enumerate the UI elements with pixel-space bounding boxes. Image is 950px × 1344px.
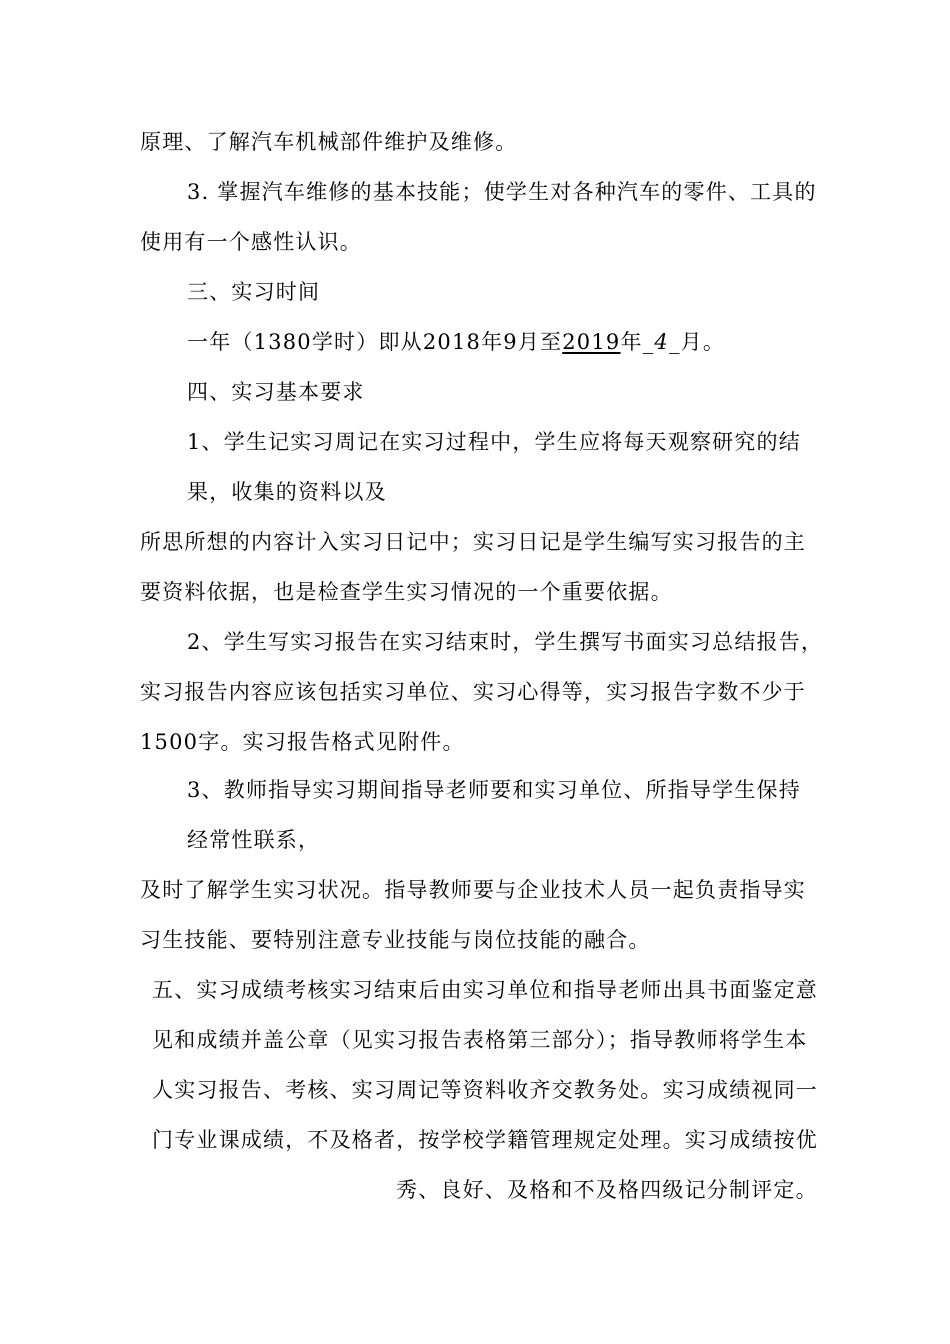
text-line: 3、教师指导实习期间指导老师要和实习单位、所指导学生保持 bbox=[187, 778, 801, 802]
section-heading: 三、实习时间 bbox=[187, 280, 321, 304]
section-heading: 四、实习基本要求 bbox=[187, 380, 365, 404]
text-line: 经常性联系， bbox=[187, 828, 321, 852]
text-line bbox=[187, 328, 725, 356]
text-line: 使用有一个感性认识。 bbox=[140, 230, 362, 254]
text-line: 要资料依据，也是检查学生实习情况的一个重要依据。 bbox=[140, 580, 673, 604]
text-line: 1、学生记实习周记在实习过程中，学生应将每天观察研究的结 bbox=[187, 430, 801, 454]
text-line: 所思所想的内容计入实习日记中；实习日记是学生编写实习报告的主 bbox=[140, 530, 806, 554]
text-line: 见和成绩并盖公章（见实习报告表格第三部分）；指导教师将学生本 bbox=[152, 1028, 808, 1052]
text-line: 习生技能、要特别注意专业技能与岗位技能的融合。 bbox=[140, 928, 651, 952]
text-line: 原理、了解汽车机械部件维护及维修。 bbox=[140, 130, 518, 154]
line-prefix: 一年（1380学时）即从2018年9月至 bbox=[187, 330, 563, 354]
text-line: 人实习报告、考核、实习周记等资料收齐交教务处。实习成绩视同一 bbox=[152, 1078, 818, 1102]
text-line: 及时了解学生实习状况。指导教师要与企业技术人员一起负责指导实 bbox=[140, 878, 806, 902]
line-mid: 年_ bbox=[620, 330, 655, 354]
text-line: 1500字。实习报告格式见附件。 bbox=[140, 730, 465, 754]
month-value: 4 bbox=[654, 330, 669, 354]
text-line: 秀、良好、及格和不及格四级记分制评定。 bbox=[396, 1178, 818, 1202]
underlined-year: 2019 bbox=[562, 330, 621, 354]
section-heading: 五、实习成绩考核实习结束后由实习单位和指导老师出具书面鉴定意 bbox=[152, 978, 818, 1002]
line-suffix: _月。 bbox=[668, 330, 726, 354]
text-line: 3. 掌握汽车维修的基本技能；使学生对各种汽车的零件、工具的 bbox=[187, 180, 817, 204]
text-line: 2、学生写实习报告在实习结束时，学生撰写书面实习总结报告， bbox=[187, 630, 824, 654]
text-line: 实习报告内容应该包括实习单位、实习心得等，实习报告字数不少于 bbox=[140, 680, 806, 704]
text-line: 门专业课成绩，不及格者，按学校学籍管理规定处理。实习成绩按优 bbox=[152, 1128, 818, 1152]
text-line: 果，收集的资料以及 bbox=[187, 480, 387, 504]
